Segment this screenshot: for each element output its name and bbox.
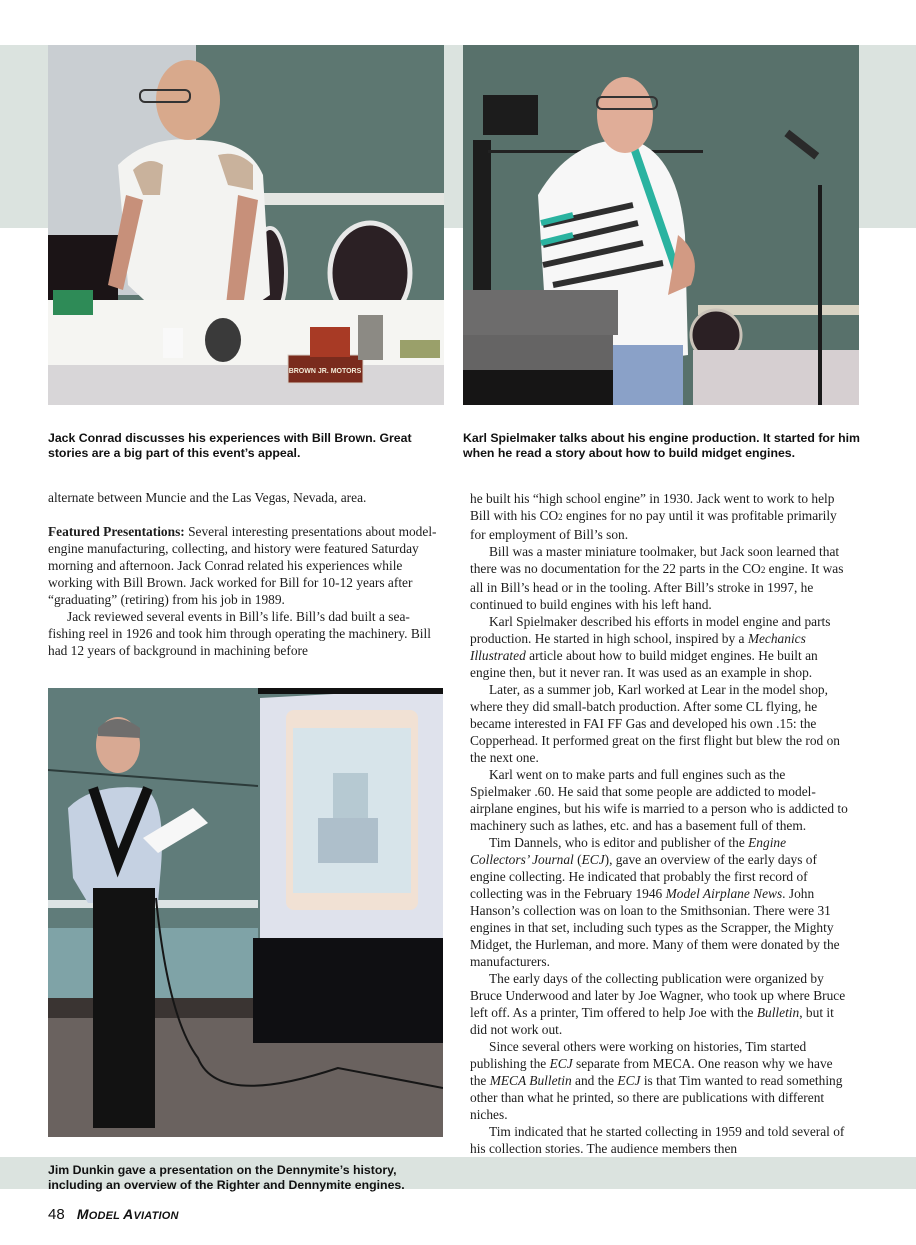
- paragraph: Bill was a master miniature toolmaker, but Jack soon learned that there was no documentation for the 22 parts in the CO2 engine. It was all in Bill’s head or in the tooling. After Bill’s stroke in 1997, he continued to build engines with his left hand.: [470, 544, 844, 612]
- paragraph: Karl went on to make parts and full engines such as the Spielmaker .60. He said that some people are addicted to model-airplane engines, but his wife is married to a person who is addicted to machinery such as lathes, etc. and has a basement full of them.: [470, 767, 848, 833]
- photo-karl-spielmaker-image: [463, 45, 859, 405]
- photo-jim-dunkin: [48, 688, 443, 1137]
- brown-jr-motors-sign: BROWN JR. MOTORS: [288, 368, 362, 375]
- page-folio: [48, 1206, 179, 1223]
- article-right-column: [470, 490, 848, 1157]
- page-number: 48: [48, 1206, 65, 1223]
- caption-karl-spielmaker: Karl Spielmaker talks about his engine production. It started for him when he read a story about how to build midget engines.: [463, 431, 860, 460]
- paragraph: The early days of the collecting publication were organized by Bruce Underwood and later by Joe Wagner, who took up where Bruce left off. As a printer, Tim offered to help Joe with the Bulletin, but it did not work out.: [470, 971, 846, 1037]
- photo-karl-spielmaker: [463, 45, 859, 405]
- article-left-column: [48, 489, 440, 659]
- paragraph: Jack reviewed several events in Bill’s life. Bill’s dad built a sea-fishing reel in 1926 and took him through operating the machinery. Bill had 12 years of background in machining before: [48, 609, 431, 658]
- photo-jim-dunkin-image: [48, 688, 443, 1137]
- photo-jack-conrad: [48, 45, 444, 405]
- photo-jack-conrad-image: [48, 45, 444, 405]
- paragraph: Karl Spielmaker described his efforts in model engine and parts production. He started in high school, inspired by a Mechanics Illustrated article about how to build midget engines. He built an engine then, but it never ran. It was used as an example in shop.: [470, 614, 831, 680]
- paragraph: he built his “high school engine” in 1930. Jack went to work to help Bill with his CO2 engines for no pay until it was profitable primarily for employment of Bill’s son.: [470, 491, 837, 542]
- caption-jim-dunkin: Jim Dunkin gave a presentation on the Dennymite’s history, including an overview of the Righter and Dennymite engines.: [48, 1163, 405, 1192]
- paragraph: alternate between Muncie and the Las Vegas, Nevada, area.: [48, 490, 367, 505]
- paragraph: Later, as a summer job, Karl worked at Lear in the model shop, where they did small-batch production. After some CL flying, he became interested in FAI FF Gas and developed his own .15: the Copperhead. It performed great on the first flight but blew the rod on the next one.: [470, 682, 840, 765]
- caption-jack-conrad: Jack Conrad discusses his experiences with Bill Brown. Great stories are a big part of this event’s appeal.: [48, 431, 412, 460]
- paragraph: Since several others were working on histories, Tim started publishing the ECJ separate from MECA. One reason why we have the MECA Bulletin and the ECJ is that Tim wanted to read something other than what he printed, so there are publications with different niches.: [470, 1039, 843, 1122]
- paragraph: Tim indicated that he started collecting in 1959 and told several of his collection stories. The audience members then: [470, 1124, 845, 1156]
- paragraph-featured-presentations: Featured Presentations: Several interesting presentations about model-engine manufacturing, collecting, and history were featured Saturday morning and afternoon. Jack Conrad related his experiences while working with Bill Brown. Jack worked for Bill for 10-12 years after “graduating” (retiring) from his job in 1989.: [48, 524, 437, 607]
- section-lead-in: Featured Presentations:: [48, 524, 185, 539]
- paragraph: Tim Dannels, who is editor and publisher of the Engine Collectors’ Journal (ECJ), gave an overview of the early days of engine collecting. He indicated that probably the first record of collecting was in the February 1946 Model Airplane News. John Hanson’s collection was on loan to the Smithsonian. There were 31 engines in that set, including such types as the Scrapper, the Mighty Midget, the Hurleman, and more. Many of them were donated by the manufacturers.: [470, 835, 840, 969]
- magazine-name: MODEL AVIATION: [76, 1206, 179, 1222]
